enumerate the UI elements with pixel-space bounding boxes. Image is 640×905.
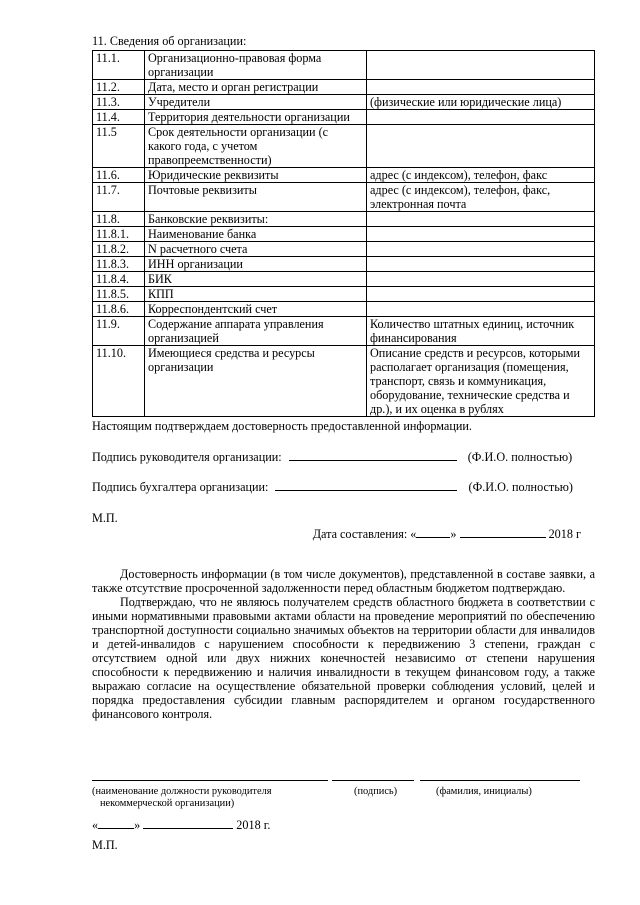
row-value[interactable]: (физические или юридические лица) — [367, 95, 595, 110]
date-line — [92, 526, 595, 541]
row-label: Учредители — [145, 95, 367, 110]
row-value[interactable] — [367, 242, 595, 257]
row-number: 11.8.2. — [93, 242, 145, 257]
row-value[interactable]: Количество штатных единиц, источник финансирования — [367, 317, 595, 346]
row-label: Наименование банка — [145, 227, 367, 242]
row-label: Срок деятельности организации (с какого года, с учетом правопреемственности) — [145, 125, 367, 168]
row-value[interactable] — [367, 80, 595, 95]
row-value[interactable] — [367, 51, 595, 80]
confirmation-text: Настоящим подтверждаем достоверность предоставленной информации. — [92, 419, 472, 433]
row-number: 11.8.5. — [93, 287, 145, 302]
caption-position-1: (наименование должности руководителя — [92, 786, 272, 797]
table-row — [93, 317, 595, 346]
row-label: БИК — [145, 272, 367, 287]
head-signature-line — [92, 449, 595, 465]
caption-name: (фамилия, инициалы) — [436, 786, 532, 797]
date-day-field[interactable] — [416, 526, 450, 538]
table-row — [93, 302, 595, 317]
accountant-signature-field[interactable] — [275, 479, 457, 491]
table-row — [93, 125, 595, 168]
row-number: 11.8.3. — [93, 257, 145, 272]
row-value[interactable] — [367, 287, 595, 302]
row-value[interactable]: адрес (с индексом), телефон, факс, электронная почта — [367, 183, 595, 212]
table-row — [93, 183, 595, 212]
head-signature-label: Подпись руководителя организации: — [92, 450, 282, 464]
bottom-date-line — [92, 817, 270, 833]
row-number: 11.8.4. — [93, 272, 145, 287]
row-label: Содержание аппарата управления организацией — [145, 317, 367, 346]
row-label: N расчетного счета — [145, 242, 367, 257]
row-number: 11.9. — [93, 317, 145, 346]
date-month-field[interactable] — [460, 526, 546, 538]
bottom-stamp-place: М.П. — [92, 838, 118, 852]
row-value[interactable]: адрес (с индексом), телефон, факс — [367, 168, 595, 183]
table-row — [93, 272, 595, 287]
stamp-place: М.П. — [92, 511, 118, 525]
bottom-signature-lines — [92, 780, 580, 781]
row-label: Имеющиеся средства и ресурсы организации — [145, 346, 367, 417]
row-label: Юридические реквизиты — [145, 168, 367, 183]
form-page — [92, 34, 595, 721]
accountant-signature-suffix: (Ф.И.О. полностью) — [468, 480, 573, 494]
bottom-date-year: 2018 г. — [236, 818, 271, 832]
row-number: 11.6. — [93, 168, 145, 183]
row-value[interactable] — [367, 212, 595, 227]
row-value[interactable]: Описание средств и ресурсов, которыми располагает организация (помещения, транспорт, связь и коммуникация, оборудование, технические средства и др.), и их оценка в рублях — [367, 346, 595, 417]
row-number: 11.3. — [93, 95, 145, 110]
table-row — [93, 95, 595, 110]
table-row — [93, 287, 595, 302]
row-number: 11.8.6. — [93, 302, 145, 317]
row-label: ИНН организации — [145, 257, 367, 272]
row-label: Территория деятельности организации — [145, 110, 367, 125]
head-signature-field[interactable] — [289, 449, 457, 461]
row-label: Корреспондентский счет — [145, 302, 367, 317]
row-number: 11.10. — [93, 346, 145, 417]
row-value[interactable] — [367, 302, 595, 317]
bottom-date-close: » — [134, 818, 141, 832]
row-value[interactable] — [367, 257, 595, 272]
row-label: Дата, место и орган регистрации — [145, 80, 367, 95]
bottom-date-day-field[interactable] — [98, 817, 134, 829]
row-value[interactable] — [367, 272, 595, 287]
row-value[interactable] — [367, 227, 595, 242]
table-row — [93, 168, 595, 183]
row-number: 11.8. — [93, 212, 145, 227]
organization-info-table — [92, 50, 595, 417]
row-label: КПП — [145, 287, 367, 302]
confirmation-paragraph: Подтверждаю, что не являюсь получателем средств областного бюджета в соответствии с иными нормативными правовыми актами области на проведение мероприятий по обеспечению транспортной доступности социально значимых объектов на территории области для инвалидов и детей-инвалидов с нарушением способности к передвижению 3 степени, граждан с отсутствием одной или двух нижних конечностей независимо от степени нарушения способности к передвижению и наличия инвалидности в текущем финансовом году, а также выражаю согласие на осуществление обязательной проверки соблюдения условий, целей и порядка предоставления субсидии главным распорядителем и органом государственного финансового контроля. — [92, 595, 595, 721]
table-row — [93, 212, 595, 227]
table-row — [93, 110, 595, 125]
table-row — [93, 51, 595, 80]
caption-signature: (подпись) — [354, 786, 398, 797]
accountant-signature-line — [92, 479, 595, 495]
section-title: 11. Сведения об организации: — [92, 34, 247, 48]
table-row — [93, 346, 595, 417]
bottom-date-open: « — [92, 818, 99, 832]
row-label: Почтовые реквизиты — [145, 183, 367, 212]
row-label: Организационно-правовая форма организации — [145, 51, 367, 80]
table-row — [93, 80, 595, 95]
row-number: 11.8.1. — [93, 227, 145, 242]
row-label: Банковские реквизиты: — [145, 212, 367, 227]
accountant-signature-label: Подпись бухгалтера организации: — [92, 480, 269, 494]
date-year: 2018 г — [548, 527, 581, 541]
position-line[interactable] — [92, 780, 328, 781]
row-number: 11.1. — [93, 51, 145, 80]
row-value[interactable] — [367, 110, 595, 125]
row-value[interactable] — [367, 125, 595, 168]
row-number: 11.4. — [93, 110, 145, 125]
date-mid: » — [450, 527, 457, 541]
head-signature-suffix: (Ф.И.О. полностью) — [467, 450, 573, 464]
table-row — [93, 227, 595, 242]
bottom-date-month-field[interactable] — [143, 817, 233, 829]
name-line[interactable] — [420, 780, 580, 781]
date-label: Дата составления: « — [312, 527, 417, 541]
row-number: 11.5 — [93, 125, 145, 168]
row-number: 11.7. — [93, 183, 145, 212]
reliability-paragraph: Достоверность информации (в том числе документов), представленной в составе заявки, а также отсутствие просроченной задолженности перед областным бюджетом подтверждаю. — [92, 567, 595, 595]
signature-line[interactable] — [332, 780, 414, 781]
caption-position-2: некоммерческой организации) — [100, 798, 235, 809]
row-number: 11.2. — [93, 80, 145, 95]
table-row — [93, 257, 595, 272]
table-row — [93, 242, 595, 257]
